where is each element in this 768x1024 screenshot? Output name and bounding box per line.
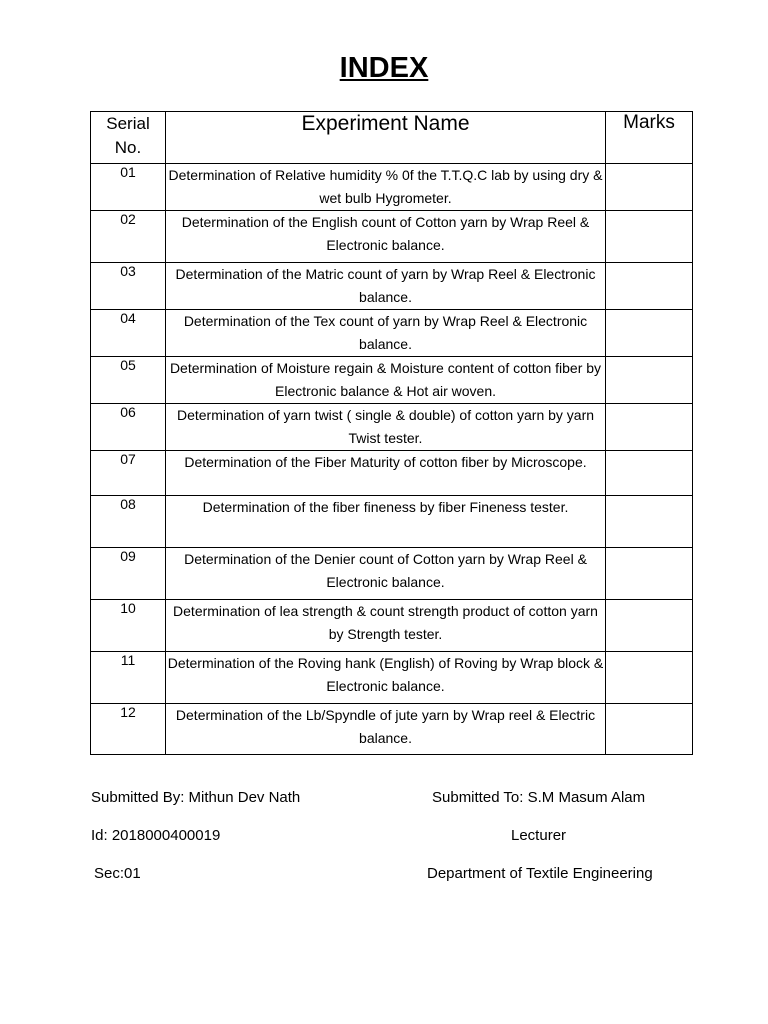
- experiment-name-cell: Determination of the English count of Cotton yarn by Wrap Reel & Electronic balance.: [166, 211, 606, 263]
- submitted-to: Submitted To: S.M Masum Alam: [432, 789, 646, 806]
- marks-cell: [606, 211, 693, 263]
- index-table: [90, 111, 693, 755]
- experiment-name-cell: Determination of lea strength & count strength product of cotton yarn by Strength tester.: [166, 600, 606, 652]
- serial-cell: 04: [91, 310, 166, 357]
- serial-cell: 10: [91, 600, 166, 652]
- table-header-row: [91, 112, 693, 164]
- table-row: [91, 404, 693, 451]
- experiment-name-cell: Determination of Moisture regain & Moisture content of cotton fiber by Electronic balance & Hot air woven.: [166, 357, 606, 404]
- marks-cell: [606, 451, 693, 496]
- marks-cell: [606, 496, 693, 548]
- page-title: INDEX: [339, 52, 429, 84]
- experiment-name-cell: Determination of the fiber fineness by fiber Fineness tester.: [166, 496, 606, 548]
- serial-cell: 11: [91, 652, 166, 704]
- serial-cell: 05: [91, 357, 166, 404]
- serial-cell: 06: [91, 404, 166, 451]
- section: Sec:01: [94, 865, 141, 882]
- table-row: [91, 164, 693, 211]
- marks-cell: [606, 404, 693, 451]
- table-row: [91, 451, 693, 496]
- table-row: [91, 548, 693, 600]
- experiment-name-cell: Determination of the Matric count of yarn by Wrap Reel & Electronic balance.: [166, 263, 606, 310]
- table-row: [91, 652, 693, 704]
- table-row: [91, 357, 693, 404]
- table-row: [91, 211, 693, 263]
- experiment-name-cell: Determination of the Denier count of Cotton yarn by Wrap Reel & Electronic balance.: [166, 548, 606, 600]
- serial-cell: 09: [91, 548, 166, 600]
- table-row: [91, 704, 693, 755]
- marks-cell: [606, 600, 693, 652]
- experiment-name-cell: Determination of the Lb/Spyndle of jute yarn by Wrap reel & Electric balance.: [166, 704, 606, 755]
- table-row: [91, 263, 693, 310]
- submitted-by: Submitted By: Mithun Dev Nath: [91, 789, 301, 806]
- serial-cell: 08: [91, 496, 166, 548]
- serial-cell: 12: [91, 704, 166, 755]
- marks-cell: [606, 548, 693, 600]
- department: Department of Textile Engineering: [427, 865, 653, 882]
- marks-cell: [606, 310, 693, 357]
- marks-cell: [606, 357, 693, 404]
- marks-cell: [606, 263, 693, 310]
- table-row: [91, 496, 693, 548]
- marks-cell: [606, 652, 693, 704]
- serial-cell: 01: [91, 164, 166, 211]
- experiment-name-cell: Determination of yarn twist ( single & double) of cotton yarn by yarn Twist tester.: [166, 404, 606, 451]
- table-body: [91, 164, 693, 755]
- marks-cell: [606, 164, 693, 211]
- experiment-name-cell: Determination of Relative humidity % 0f the T.T.Q.C lab by using dry & wet bulb Hygrometer.: [166, 164, 606, 211]
- header-serial: Serial No.: [91, 112, 166, 164]
- serial-cell: 02: [91, 211, 166, 263]
- serial-cell: 03: [91, 263, 166, 310]
- experiment-name-cell: Determination of the Fiber Maturity of cotton fiber by Microscope.: [166, 451, 606, 496]
- marks-cell: [606, 704, 693, 755]
- experiment-name-cell: Determination of the Roving hank (English) of Roving by Wrap block & Electronic balance.: [166, 652, 606, 704]
- designation: Lecturer: [511, 827, 567, 844]
- student-id: Id: 2018000400019: [91, 827, 221, 844]
- experiment-name-cell: Determination of the Tex count of yarn by Wrap Reel & Electronic balance.: [166, 310, 606, 357]
- header-experiment-name: Experiment Name: [166, 112, 606, 164]
- table-row: [91, 600, 693, 652]
- header-marks: Marks: [606, 112, 693, 164]
- serial-cell: 07: [91, 451, 166, 496]
- table-row: [91, 310, 693, 357]
